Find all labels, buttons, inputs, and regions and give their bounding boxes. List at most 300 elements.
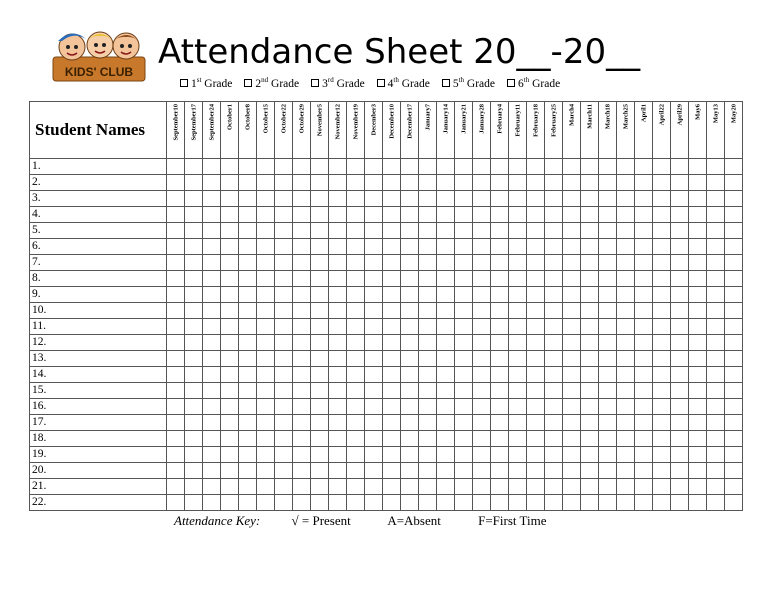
- attendance-cell[interactable]: [527, 223, 545, 239]
- attendance-cell[interactable]: [437, 207, 455, 223]
- attendance-cell[interactable]: [401, 255, 419, 271]
- attendance-cell[interactable]: [257, 159, 275, 175]
- attendance-cell[interactable]: [203, 479, 221, 495]
- student-name-cell[interactable]: 19.: [30, 447, 167, 463]
- attendance-cell[interactable]: [671, 447, 689, 463]
- attendance-cell[interactable]: [401, 479, 419, 495]
- attendance-cell[interactable]: [347, 223, 365, 239]
- attendance-cell[interactable]: [437, 447, 455, 463]
- attendance-cell[interactable]: [347, 367, 365, 383]
- attendance-cell[interactable]: [545, 191, 563, 207]
- attendance-cell[interactable]: [491, 383, 509, 399]
- attendance-cell[interactable]: [185, 239, 203, 255]
- student-name-cell[interactable]: 11.: [30, 319, 167, 335]
- attendance-cell[interactable]: [509, 463, 527, 479]
- checkbox-icon[interactable]: [311, 79, 319, 87]
- attendance-cell[interactable]: [221, 447, 239, 463]
- student-name-cell[interactable]: 4.: [30, 207, 167, 223]
- attendance-cell[interactable]: [419, 159, 437, 175]
- attendance-cell[interactable]: [581, 191, 599, 207]
- attendance-cell[interactable]: [347, 207, 365, 223]
- attendance-cell[interactable]: [365, 223, 383, 239]
- attendance-cell[interactable]: [437, 239, 455, 255]
- attendance-cell[interactable]: [293, 479, 311, 495]
- attendance-cell[interactable]: [491, 303, 509, 319]
- attendance-cell[interactable]: [527, 351, 545, 367]
- attendance-cell[interactable]: [437, 175, 455, 191]
- attendance-cell[interactable]: [257, 335, 275, 351]
- attendance-cell[interactable]: [221, 367, 239, 383]
- attendance-cell[interactable]: [707, 431, 725, 447]
- attendance-cell[interactable]: [257, 479, 275, 495]
- attendance-cell[interactable]: [329, 271, 347, 287]
- attendance-cell[interactable]: [581, 447, 599, 463]
- attendance-cell[interactable]: [599, 255, 617, 271]
- attendance-cell[interactable]: [671, 207, 689, 223]
- attendance-cell[interactable]: [257, 191, 275, 207]
- attendance-cell[interactable]: [275, 303, 293, 319]
- attendance-cell[interactable]: [581, 287, 599, 303]
- attendance-cell[interactable]: [257, 255, 275, 271]
- checkbox-icon[interactable]: [244, 79, 252, 87]
- attendance-cell[interactable]: [221, 271, 239, 287]
- attendance-cell[interactable]: [365, 287, 383, 303]
- attendance-cell[interactable]: [329, 159, 347, 175]
- attendance-cell[interactable]: [707, 463, 725, 479]
- attendance-cell[interactable]: [419, 319, 437, 335]
- attendance-cell[interactable]: [365, 271, 383, 287]
- attendance-cell[interactable]: [329, 175, 347, 191]
- attendance-cell[interactable]: [221, 415, 239, 431]
- attendance-cell[interactable]: [203, 495, 221, 511]
- attendance-cell[interactable]: [671, 415, 689, 431]
- attendance-cell[interactable]: [671, 223, 689, 239]
- attendance-cell[interactable]: [617, 159, 635, 175]
- attendance-cell[interactable]: [563, 159, 581, 175]
- attendance-cell[interactable]: [185, 415, 203, 431]
- attendance-cell[interactable]: [563, 367, 581, 383]
- attendance-cell[interactable]: [221, 351, 239, 367]
- student-name-cell[interactable]: 14.: [30, 367, 167, 383]
- attendance-cell[interactable]: [347, 159, 365, 175]
- attendance-cell[interactable]: [383, 415, 401, 431]
- attendance-cell[interactable]: [329, 191, 347, 207]
- attendance-cell[interactable]: [257, 303, 275, 319]
- student-name-cell[interactable]: 12.: [30, 335, 167, 351]
- student-name-cell[interactable]: 17.: [30, 415, 167, 431]
- attendance-cell[interactable]: [563, 495, 581, 511]
- attendance-cell[interactable]: [239, 399, 257, 415]
- attendance-cell[interactable]: [203, 367, 221, 383]
- attendance-cell[interactable]: [419, 303, 437, 319]
- attendance-cell[interactable]: [167, 415, 185, 431]
- attendance-cell[interactable]: [311, 479, 329, 495]
- attendance-cell[interactable]: [275, 223, 293, 239]
- attendance-cell[interactable]: [347, 495, 365, 511]
- attendance-cell[interactable]: [185, 207, 203, 223]
- attendance-cell[interactable]: [473, 303, 491, 319]
- attendance-cell[interactable]: [599, 383, 617, 399]
- attendance-cell[interactable]: [689, 207, 707, 223]
- attendance-cell[interactable]: [329, 303, 347, 319]
- attendance-cell[interactable]: [185, 319, 203, 335]
- attendance-cell[interactable]: [653, 479, 671, 495]
- attendance-cell[interactable]: [473, 431, 491, 447]
- attendance-cell[interactable]: [527, 479, 545, 495]
- student-name-cell[interactable]: 1.: [30, 159, 167, 175]
- attendance-cell[interactable]: [383, 239, 401, 255]
- attendance-cell[interactable]: [581, 239, 599, 255]
- checkbox-icon[interactable]: [180, 79, 188, 87]
- attendance-cell[interactable]: [527, 175, 545, 191]
- attendance-cell[interactable]: [473, 287, 491, 303]
- attendance-cell[interactable]: [311, 447, 329, 463]
- attendance-cell[interactable]: [419, 383, 437, 399]
- grade-option[interactable]: [244, 76, 299, 90]
- attendance-cell[interactable]: [365, 255, 383, 271]
- attendance-cell[interactable]: [221, 319, 239, 335]
- attendance-cell[interactable]: [725, 367, 743, 383]
- attendance-cell[interactable]: [221, 399, 239, 415]
- attendance-cell[interactable]: [401, 239, 419, 255]
- attendance-cell[interactable]: [617, 239, 635, 255]
- attendance-cell[interactable]: [635, 303, 653, 319]
- attendance-cell[interactable]: [329, 431, 347, 447]
- attendance-cell[interactable]: [167, 335, 185, 351]
- attendance-cell[interactable]: [329, 207, 347, 223]
- attendance-cell[interactable]: [635, 255, 653, 271]
- attendance-cell[interactable]: [599, 447, 617, 463]
- attendance-cell[interactable]: [653, 271, 671, 287]
- attendance-cell[interactable]: [617, 463, 635, 479]
- attendance-cell[interactable]: [203, 351, 221, 367]
- attendance-cell[interactable]: [239, 415, 257, 431]
- attendance-cell[interactable]: [617, 223, 635, 239]
- attendance-cell[interactable]: [293, 255, 311, 271]
- attendance-cell[interactable]: [617, 447, 635, 463]
- attendance-cell[interactable]: [347, 255, 365, 271]
- attendance-cell[interactable]: [545, 415, 563, 431]
- attendance-cell[interactable]: [581, 175, 599, 191]
- attendance-cell[interactable]: [311, 271, 329, 287]
- attendance-cell[interactable]: [491, 223, 509, 239]
- attendance-cell[interactable]: [365, 207, 383, 223]
- attendance-cell[interactable]: [365, 463, 383, 479]
- attendance-cell[interactable]: [203, 271, 221, 287]
- attendance-cell[interactable]: [275, 351, 293, 367]
- attendance-cell[interactable]: [473, 175, 491, 191]
- attendance-cell[interactable]: [635, 367, 653, 383]
- attendance-cell[interactable]: [293, 271, 311, 287]
- attendance-cell[interactable]: [347, 415, 365, 431]
- attendance-cell[interactable]: [473, 271, 491, 287]
- attendance-cell[interactable]: [311, 367, 329, 383]
- attendance-cell[interactable]: [563, 383, 581, 399]
- attendance-cell[interactable]: [257, 447, 275, 463]
- attendance-cell[interactable]: [203, 239, 221, 255]
- student-name-cell[interactable]: 16.: [30, 399, 167, 415]
- attendance-cell[interactable]: [293, 335, 311, 351]
- attendance-cell[interactable]: [167, 479, 185, 495]
- attendance-cell[interactable]: [167, 239, 185, 255]
- attendance-cell[interactable]: [203, 191, 221, 207]
- attendance-cell[interactable]: [455, 239, 473, 255]
- attendance-cell[interactable]: [599, 335, 617, 351]
- attendance-cell[interactable]: [221, 479, 239, 495]
- attendance-cell[interactable]: [437, 479, 455, 495]
- attendance-cell[interactable]: [455, 159, 473, 175]
- attendance-cell[interactable]: [473, 191, 491, 207]
- attendance-cell[interactable]: [473, 415, 491, 431]
- attendance-cell[interactable]: [437, 415, 455, 431]
- attendance-cell[interactable]: [347, 479, 365, 495]
- attendance-cell[interactable]: [221, 463, 239, 479]
- attendance-cell[interactable]: [401, 367, 419, 383]
- attendance-cell[interactable]: [419, 191, 437, 207]
- attendance-cell[interactable]: [293, 351, 311, 367]
- attendance-cell[interactable]: [509, 287, 527, 303]
- attendance-cell[interactable]: [491, 159, 509, 175]
- attendance-cell[interactable]: [599, 431, 617, 447]
- attendance-cell[interactable]: [329, 415, 347, 431]
- attendance-cell[interactable]: [527, 239, 545, 255]
- attendance-cell[interactable]: [185, 399, 203, 415]
- attendance-cell[interactable]: [293, 319, 311, 335]
- attendance-cell[interactable]: [365, 447, 383, 463]
- attendance-cell[interactable]: [221, 191, 239, 207]
- attendance-cell[interactable]: [707, 383, 725, 399]
- attendance-cell[interactable]: [401, 287, 419, 303]
- attendance-cell[interactable]: [689, 175, 707, 191]
- attendance-cell[interactable]: [239, 431, 257, 447]
- attendance-cell[interactable]: [509, 207, 527, 223]
- attendance-cell[interactable]: [401, 175, 419, 191]
- attendance-cell[interactable]: [689, 239, 707, 255]
- attendance-cell[interactable]: [689, 479, 707, 495]
- attendance-cell[interactable]: [329, 255, 347, 271]
- attendance-cell[interactable]: [167, 255, 185, 271]
- attendance-cell[interactable]: [293, 175, 311, 191]
- attendance-cell[interactable]: [167, 319, 185, 335]
- attendance-cell[interactable]: [491, 191, 509, 207]
- grade-option[interactable]: [311, 76, 365, 90]
- attendance-cell[interactable]: [725, 431, 743, 447]
- attendance-cell[interactable]: [455, 255, 473, 271]
- attendance-cell[interactable]: [599, 223, 617, 239]
- attendance-cell[interactable]: [581, 367, 599, 383]
- attendance-cell[interactable]: [455, 303, 473, 319]
- attendance-cell[interactable]: [617, 335, 635, 351]
- attendance-cell[interactable]: [671, 463, 689, 479]
- attendance-cell[interactable]: [401, 207, 419, 223]
- attendance-cell[interactable]: [167, 271, 185, 287]
- attendance-cell[interactable]: [509, 175, 527, 191]
- attendance-cell[interactable]: [491, 399, 509, 415]
- attendance-cell[interactable]: [725, 271, 743, 287]
- attendance-cell[interactable]: [329, 335, 347, 351]
- student-name-cell[interactable]: 7.: [30, 255, 167, 271]
- attendance-cell[interactable]: [545, 431, 563, 447]
- attendance-cell[interactable]: [311, 303, 329, 319]
- attendance-cell[interactable]: [329, 383, 347, 399]
- attendance-cell[interactable]: [671, 239, 689, 255]
- attendance-cell[interactable]: [239, 271, 257, 287]
- attendance-cell[interactable]: [707, 335, 725, 351]
- attendance-cell[interactable]: [527, 207, 545, 223]
- attendance-cell[interactable]: [653, 415, 671, 431]
- attendance-cell[interactable]: [383, 175, 401, 191]
- attendance-cell[interactable]: [491, 255, 509, 271]
- attendance-cell[interactable]: [545, 367, 563, 383]
- attendance-cell[interactable]: [185, 255, 203, 271]
- attendance-cell[interactable]: [491, 271, 509, 287]
- attendance-cell[interactable]: [185, 447, 203, 463]
- attendance-cell[interactable]: [635, 271, 653, 287]
- attendance-cell[interactable]: [455, 271, 473, 287]
- attendance-cell[interactable]: [689, 223, 707, 239]
- attendance-cell[interactable]: [581, 319, 599, 335]
- attendance-cell[interactable]: [221, 287, 239, 303]
- attendance-cell[interactable]: [635, 495, 653, 511]
- attendance-cell[interactable]: [653, 463, 671, 479]
- student-name-cell[interactable]: 5.: [30, 223, 167, 239]
- attendance-cell[interactable]: [311, 255, 329, 271]
- attendance-cell[interactable]: [581, 383, 599, 399]
- attendance-cell[interactable]: [653, 495, 671, 511]
- attendance-cell[interactable]: [275, 207, 293, 223]
- attendance-cell[interactable]: [491, 239, 509, 255]
- attendance-cell[interactable]: [365, 367, 383, 383]
- attendance-cell[interactable]: [509, 399, 527, 415]
- attendance-cell[interactable]: [293, 383, 311, 399]
- attendance-cell[interactable]: [437, 159, 455, 175]
- attendance-cell[interactable]: [239, 463, 257, 479]
- attendance-cell[interactable]: [509, 431, 527, 447]
- attendance-cell[interactable]: [563, 479, 581, 495]
- attendance-cell[interactable]: [707, 207, 725, 223]
- attendance-cell[interactable]: [617, 207, 635, 223]
- attendance-cell[interactable]: [599, 207, 617, 223]
- attendance-cell[interactable]: [473, 383, 491, 399]
- attendance-cell[interactable]: [509, 223, 527, 239]
- attendance-cell[interactable]: [635, 383, 653, 399]
- attendance-cell[interactable]: [455, 383, 473, 399]
- attendance-cell[interactable]: [185, 383, 203, 399]
- attendance-cell[interactable]: [167, 159, 185, 175]
- attendance-cell[interactable]: [599, 239, 617, 255]
- attendance-cell[interactable]: [383, 367, 401, 383]
- attendance-cell[interactable]: [671, 191, 689, 207]
- attendance-cell[interactable]: [293, 303, 311, 319]
- attendance-cell[interactable]: [617, 319, 635, 335]
- attendance-cell[interactable]: [185, 463, 203, 479]
- attendance-cell[interactable]: [401, 415, 419, 431]
- attendance-cell[interactable]: [509, 415, 527, 431]
- attendance-cell[interactable]: [455, 415, 473, 431]
- attendance-cell[interactable]: [419, 367, 437, 383]
- attendance-cell[interactable]: [185, 495, 203, 511]
- attendance-cell[interactable]: [671, 383, 689, 399]
- attendance-cell[interactable]: [473, 495, 491, 511]
- attendance-cell[interactable]: [671, 367, 689, 383]
- attendance-cell[interactable]: [473, 239, 491, 255]
- attendance-cell[interactable]: [563, 399, 581, 415]
- attendance-cell[interactable]: [401, 159, 419, 175]
- attendance-cell[interactable]: [329, 447, 347, 463]
- attendance-cell[interactable]: [347, 399, 365, 415]
- attendance-cell[interactable]: [329, 495, 347, 511]
- attendance-cell[interactable]: [437, 383, 455, 399]
- attendance-cell[interactable]: [491, 447, 509, 463]
- attendance-cell[interactable]: [383, 159, 401, 175]
- attendance-cell[interactable]: [419, 335, 437, 351]
- attendance-cell[interactable]: [599, 463, 617, 479]
- attendance-cell[interactable]: [545, 223, 563, 239]
- attendance-cell[interactable]: [347, 319, 365, 335]
- attendance-cell[interactable]: [203, 303, 221, 319]
- attendance-cell[interactable]: [671, 399, 689, 415]
- attendance-cell[interactable]: [635, 319, 653, 335]
- attendance-cell[interactable]: [635, 159, 653, 175]
- attendance-cell[interactable]: [167, 303, 185, 319]
- attendance-cell[interactable]: [617, 351, 635, 367]
- attendance-cell[interactable]: [491, 351, 509, 367]
- attendance-cell[interactable]: [347, 463, 365, 479]
- attendance-cell[interactable]: [689, 319, 707, 335]
- attendance-cell[interactable]: [347, 175, 365, 191]
- attendance-cell[interactable]: [581, 431, 599, 447]
- attendance-cell[interactable]: [509, 335, 527, 351]
- attendance-cell[interactable]: [239, 287, 257, 303]
- attendance-cell[interactable]: [239, 303, 257, 319]
- attendance-cell[interactable]: [545, 303, 563, 319]
- attendance-cell[interactable]: [167, 495, 185, 511]
- attendance-cell[interactable]: [239, 223, 257, 239]
- attendance-cell[interactable]: [311, 351, 329, 367]
- attendance-cell[interactable]: [293, 367, 311, 383]
- attendance-cell[interactable]: [203, 223, 221, 239]
- attendance-cell[interactable]: [509, 383, 527, 399]
- attendance-cell[interactable]: [635, 399, 653, 415]
- attendance-cell[interactable]: [437, 335, 455, 351]
- attendance-cell[interactable]: [725, 415, 743, 431]
- attendance-cell[interactable]: [167, 367, 185, 383]
- attendance-cell[interactable]: [581, 335, 599, 351]
- attendance-cell[interactable]: [599, 367, 617, 383]
- attendance-cell[interactable]: [707, 479, 725, 495]
- attendance-cell[interactable]: [401, 351, 419, 367]
- attendance-cell[interactable]: [437, 223, 455, 239]
- attendance-cell[interactable]: [275, 367, 293, 383]
- attendance-cell[interactable]: [221, 239, 239, 255]
- attendance-cell[interactable]: [689, 287, 707, 303]
- attendance-cell[interactable]: [437, 271, 455, 287]
- attendance-cell[interactable]: [491, 479, 509, 495]
- attendance-cell[interactable]: [365, 319, 383, 335]
- attendance-cell[interactable]: [311, 415, 329, 431]
- attendance-cell[interactable]: [455, 319, 473, 335]
- attendance-cell[interactable]: [455, 223, 473, 239]
- attendance-cell[interactable]: [365, 431, 383, 447]
- attendance-cell[interactable]: [581, 159, 599, 175]
- attendance-cell[interactable]: [617, 431, 635, 447]
- attendance-cell[interactable]: [491, 207, 509, 223]
- attendance-cell[interactable]: [473, 159, 491, 175]
- attendance-cell[interactable]: [437, 463, 455, 479]
- attendance-cell[interactable]: [383, 319, 401, 335]
- grade-option[interactable]: [377, 76, 430, 90]
- checkbox-icon[interactable]: [377, 79, 385, 87]
